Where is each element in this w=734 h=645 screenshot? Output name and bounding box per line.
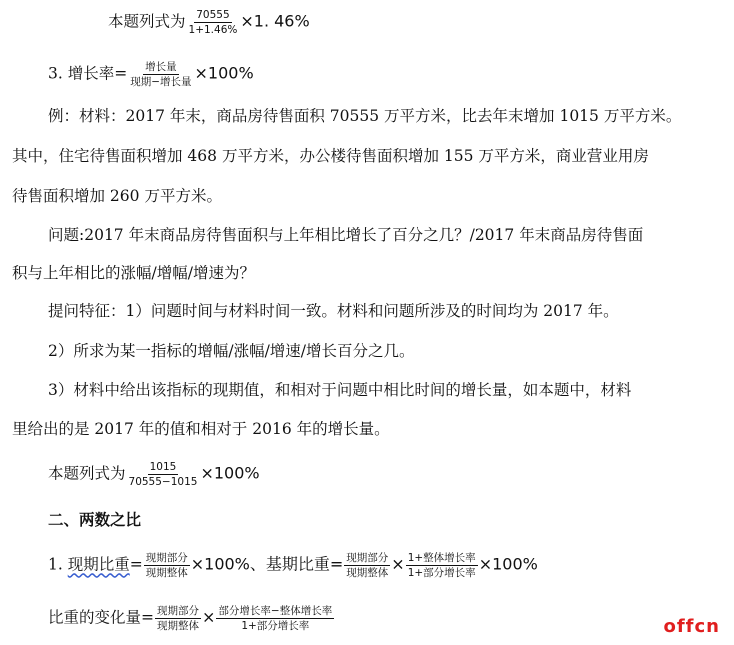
- formula-line-1: [108, 9, 310, 36]
- fraction-denominator: 1+部分增长率: [407, 567, 476, 579]
- fraction-denominator: 1+1.46%: [188, 24, 238, 36]
- formula-4-number: 1.: [48, 555, 68, 574]
- formula-1-suffix: ×1. 46%: [240, 11, 310, 31]
- fraction-numerator: 部分增长率−整体增长率: [218, 605, 333, 617]
- fraction-numerator: 1015: [149, 461, 177, 473]
- fraction-denominator: 现期整体: [157, 620, 199, 632]
- fraction-denominator: 1+部分增长率: [241, 620, 310, 632]
- fraction-denominator: 现期整体: [346, 567, 389, 579]
- formula-2-suffix: ×100%: [194, 63, 254, 83]
- features-line-3: 3）材料中给出该指标的现期值，和相对于问题中相比时间的增长量，如本题中，材料: [48, 381, 632, 399]
- formula-4-mid: ×100%、基期比重=: [190, 554, 344, 574]
- formula-4-label: 现期比重: [67, 555, 130, 574]
- formula-5-fraction-b: [216, 605, 334, 632]
- example-line-1: 例：材料：2017 年末，商品房待售面积 70555 万平方米，比去年末增加 1015 万平方米。: [48, 107, 682, 125]
- question-line-2: 积与上年相比的涨幅/增幅/增速为？: [12, 264, 255, 282]
- features-line-2: 2）所求为某一指标的增幅/涨幅/增速/增长百分之几。: [48, 342, 415, 360]
- features-line-4: 里给出的是 2017 年的值和相对于 2016 年的增长量。: [12, 420, 390, 438]
- formula-4-fraction-b: [344, 552, 390, 579]
- example-line-3: 待售面积增加 260 万平方米。: [12, 187, 222, 205]
- fraction-denominator: 70555−1015: [128, 476, 198, 488]
- fraction-numerator: 现期部分: [145, 552, 188, 564]
- example-line-2: 其中，住宅待售面积增加 468 万平方米，办公楼待售面积增加 155 万平方米，商业营业用房: [12, 147, 649, 165]
- formula-4-fraction-c: [406, 552, 478, 579]
- formula-4-eq: =: [129, 555, 143, 574]
- formula-5-fraction-a: [155, 605, 201, 632]
- fraction-numerator: 现期部分: [157, 605, 199, 617]
- formula-3-prefix: 本题列式为: [48, 464, 126, 483]
- formula-4-times: ×: [391, 554, 405, 574]
- formula-1-prefix: 本题列式为: [108, 12, 186, 31]
- fraction-numerator: 1+整体增长率: [407, 552, 476, 564]
- formula-line-5: [48, 605, 335, 632]
- fraction-numerator: 增长量: [145, 61, 177, 73]
- formula-2-prefix: 3. 增长率=: [48, 64, 128, 83]
- fraction-denominator: 现期−增长量: [130, 76, 192, 88]
- formula-line-2: [48, 61, 254, 88]
- formula-5-prefix: 比重的变化量=: [48, 608, 154, 627]
- formula-3-fraction: [127, 461, 200, 488]
- fraction-numerator: 现期部分: [346, 552, 389, 564]
- section-heading: 二、两数之比: [48, 510, 142, 529]
- formula-2-fraction: [128, 61, 193, 88]
- formula-1-fraction: [187, 9, 240, 36]
- formula-line-4: [48, 552, 538, 579]
- formula-3-suffix: ×100%: [200, 463, 260, 483]
- features-line-1: 提问特征：1）问题时间与材料时间一致。材料和问题所涉及的时间均为 2017 年。: [48, 302, 619, 320]
- offcn-watermark: offcn: [663, 616, 720, 637]
- formula-4-suffix: ×100%: [478, 554, 538, 574]
- fraction-denominator: 现期整体: [145, 567, 188, 579]
- formula-4-fraction-a: [144, 552, 190, 579]
- fraction-numerator: 70555: [196, 9, 230, 21]
- question-line-1: 问题:2017 年末商品房待售面积与上年相比增长了百分之几？/2017 年末商品房待售面: [48, 226, 644, 244]
- formula-line-3: [48, 461, 260, 488]
- formula-5-times: ×: [202, 607, 216, 627]
